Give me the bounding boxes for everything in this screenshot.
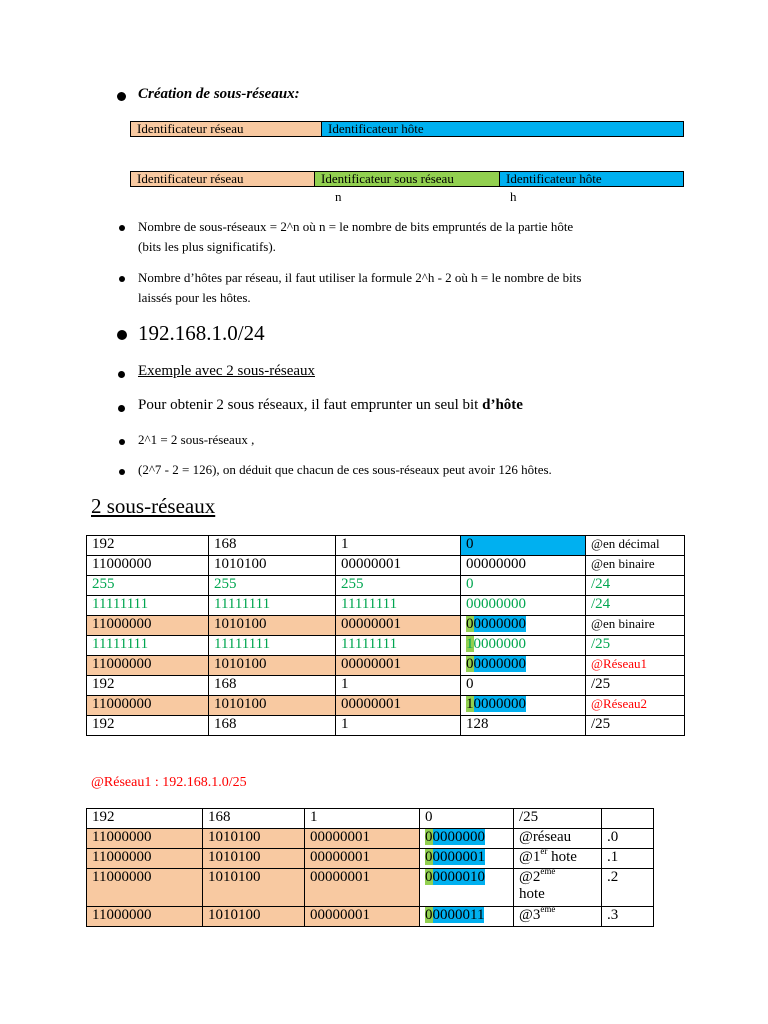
host-bits: 0000010 [432,869,485,885]
table-row [87,596,685,616]
table-row [87,869,654,907]
octet-cell: 1 [336,536,461,556]
borrowed-bit: 1 [466,696,474,712]
row-label: /24 [586,596,685,616]
host-id-segment: Identificateur hôte [499,172,683,186]
octet-value: 0 [466,676,474,692]
octet-cell: 11111111 [336,596,461,616]
octet-cell: 00000001 [305,829,420,849]
table-row [87,636,685,656]
row-label: @en binaire [586,556,685,576]
host-suffix: .2 [602,869,654,907]
bullet-dot [119,469,125,475]
reseau1-title: @Réseau1 : 192.168.1.0/25 [91,775,247,790]
row-label [514,829,602,849]
highlighted-octet [466,696,526,713]
row-label-prefix: @1 [519,849,541,865]
host-count-rule-cont: laissés pour les hôtes. [138,290,251,305]
row-label-suffix: hote [519,886,545,902]
octet-cell: 192 [87,676,209,696]
row-label-text: @réseau [519,829,572,845]
network-id-segment: Identificateur réseau [131,122,321,136]
octet-cell: 00000001 [305,849,420,869]
host-bits: 0000000 [473,636,526,652]
example-title: Exemple avec 2 sous-réseaux [138,363,316,379]
table-row [87,716,685,736]
row-label [514,869,602,907]
reseau1-table [86,808,654,927]
octet-cell: 1010100 [203,869,305,907]
octet-value: 0 [466,576,474,592]
octet-cell: 11111111 [336,636,461,656]
octet-cell: 11000000 [87,696,209,716]
table-row [87,616,685,636]
host-bits: 0000001 [432,849,485,865]
octet-cell: 00000001 [336,656,461,676]
octet-cell: 11111111 [209,596,336,616]
fourth-octet-cell [461,556,586,576]
octet-cell: 192 [87,809,203,829]
fourth-octet-cell [420,849,514,869]
octet-cell: 11111111 [87,596,209,616]
octet-cell: 1 [336,716,461,736]
borrowed-bit: 0 [425,849,433,865]
octet-cell: 00000001 [336,616,461,636]
row-label-superscript: er [540,848,548,856]
subnet-id-segment: Identificateur sous réseau [314,172,499,186]
fourth-octet-cell [461,696,586,716]
octet-cell: 00000001 [336,556,461,576]
octet-value: 0 [466,536,474,552]
borrowed-bit: 0 [425,907,433,923]
fourth-octet-cell [420,829,514,849]
fourth-octet-cell [461,676,586,696]
row-label: @en décimal [586,536,685,556]
octet-cell: 1010100 [209,556,336,576]
octet-cell: 168 [209,676,336,696]
borrowed-bit: 0 [466,656,474,672]
table-row [87,696,685,716]
octet-cell: 168 [203,809,305,829]
bullet-dot [118,405,125,412]
network-id-segment: Identificateur réseau [131,172,314,186]
table-row [87,676,685,696]
table-row [87,907,654,927]
octet-cell: 168 [209,716,336,736]
table-row [87,849,654,869]
bullet-dot [119,439,125,445]
row-label [514,849,602,869]
heading: Création de sous-réseaux: [138,86,300,102]
fourth-octet-cell [461,636,586,656]
borrowed-bit: 0 [425,869,433,885]
octet-cell: 11000000 [87,829,203,849]
table-row [87,656,685,676]
host-bits: 0000000 [473,696,526,712]
row-label-suffix: hote [547,849,577,865]
row-label: /24 [586,576,685,596]
octet-value: 128 [466,716,489,732]
octet-cell: 00000001 [305,907,420,927]
octet-cell: 11000000 [87,656,209,676]
host-bits: 0000000 [432,829,485,845]
octet-cell: 1010100 [203,907,305,927]
octet-cell: 11000000 [87,869,203,907]
row-label-superscript: eme [540,868,556,876]
borrow-bit-text-bold: d’hôte [482,397,523,413]
octet-cell: 1 [305,809,420,829]
subnet-table [86,535,685,736]
octet-cell: 192 [87,716,209,736]
octet-cell: 00000001 [305,869,420,907]
h-label: h [510,189,517,204]
row-label-superscript: eme [540,906,556,914]
fourth-octet-cell [461,616,586,636]
row-label: @Réseau1 [586,656,685,676]
host-suffix: .3 [602,907,654,927]
highlighted-octet [466,636,526,653]
bullet-dot [118,371,125,378]
table-row [87,829,654,849]
octet-cell: 11000000 [87,907,203,927]
fourth-octet-cell [420,809,514,829]
base-address: 192.168.1.0/24 [138,321,265,345]
highlighted-octet [425,849,485,866]
octet-cell: 1010100 [203,829,305,849]
section-title: 2 sous-réseaux [91,494,216,518]
highlighted-octet [425,907,484,924]
borrow-bit-text [138,397,523,414]
octet-cell: 168 [209,536,336,556]
host-suffix: .0 [602,829,654,849]
octet-cell: 11000000 [87,556,209,576]
table-row [87,809,654,829]
highlighted-octet [466,656,526,673]
host-suffix: .1 [602,849,654,869]
hosts-text: (2^7 - 2 = 126), on déduit que chacun de ces sous-réseaux peut avoir 126 hôtes. [138,462,552,477]
fourth-octet-cell [461,576,586,596]
subnet-structure-bar [130,171,684,187]
octet-cell: 255 [336,576,461,596]
octet-value: 0 [425,809,433,825]
octet-cell: 1010100 [209,616,336,636]
table-row [87,556,685,576]
row-label-text: /25 [519,809,539,825]
borrow-bit-text-main: Pour obtenir 2 sous réseaux, il faut emprunter un seul bit [138,397,483,413]
octet-cell: 192 [87,536,209,556]
bullet-dot [119,276,125,282]
row-label-prefix: @2 [519,869,541,885]
table-row [87,536,685,556]
highlighted-octet [425,829,485,846]
highlighted-octet [425,869,485,886]
row-label: @Réseau2 [586,696,685,716]
n-label: n [335,189,342,204]
bullet-dot [117,330,127,340]
fourth-octet-cell [420,907,514,927]
row-label: /25 [586,636,685,656]
bullet-dot [119,225,125,231]
octet-cell: 255 [209,576,336,596]
octet-cell: 11000000 [87,616,209,636]
power-text: 2^1 = 2 sous-réseaux , [138,432,255,447]
subnet-count-rule: Nombre de sous-réseaux = 2^n où n = le nombre de bits empruntés de la partie hôte [138,219,574,234]
octet-cell: 1010100 [209,656,336,676]
row-label-prefix: @3 [519,907,541,923]
octet-value: 00000000 [466,556,526,572]
subnet-count-rule-cont: (bits les plus significatifs). [138,239,276,254]
ip-structure-bar [130,121,684,137]
host-count-rule: Nombre d’hôtes par réseau, il faut utiliser la formule 2^h - 2 où h = le nombre de bits [138,270,582,285]
fourth-octet-cell [420,869,514,907]
borrowed-bit: 0 [466,616,474,632]
fourth-octet-cell [461,716,586,736]
host-bits: 0000000 [473,616,526,632]
row-label: @en binaire [586,616,685,636]
bullet-dot [117,92,126,101]
host-suffix [602,809,654,829]
row-label: /25 [586,676,685,696]
row-label: /25 [586,716,685,736]
octet-value: 00000000 [466,596,526,612]
table-row [87,576,685,596]
octet-cell: 1010100 [203,849,305,869]
highlighted-octet [466,616,526,633]
octet-cell: 11111111 [87,636,209,656]
borrowed-bit: 0 [425,829,433,845]
host-bits: 0000011 [432,907,485,923]
host-bits: 0000000 [473,656,526,672]
fourth-octet-cell [461,536,586,556]
fourth-octet-cell [461,656,586,676]
octet-cell: 11000000 [87,849,203,869]
octet-cell: 255 [87,576,209,596]
octet-cell: 11111111 [209,636,336,656]
row-label [514,809,602,829]
host-id-segment: Identificateur hôte [321,122,683,136]
fourth-octet-cell [461,596,586,616]
octet-cell: 00000001 [336,696,461,716]
octet-cell: 1 [336,676,461,696]
borrowed-bit: 1 [466,636,474,652]
octet-cell: 1010100 [209,696,336,716]
row-label [514,907,602,927]
